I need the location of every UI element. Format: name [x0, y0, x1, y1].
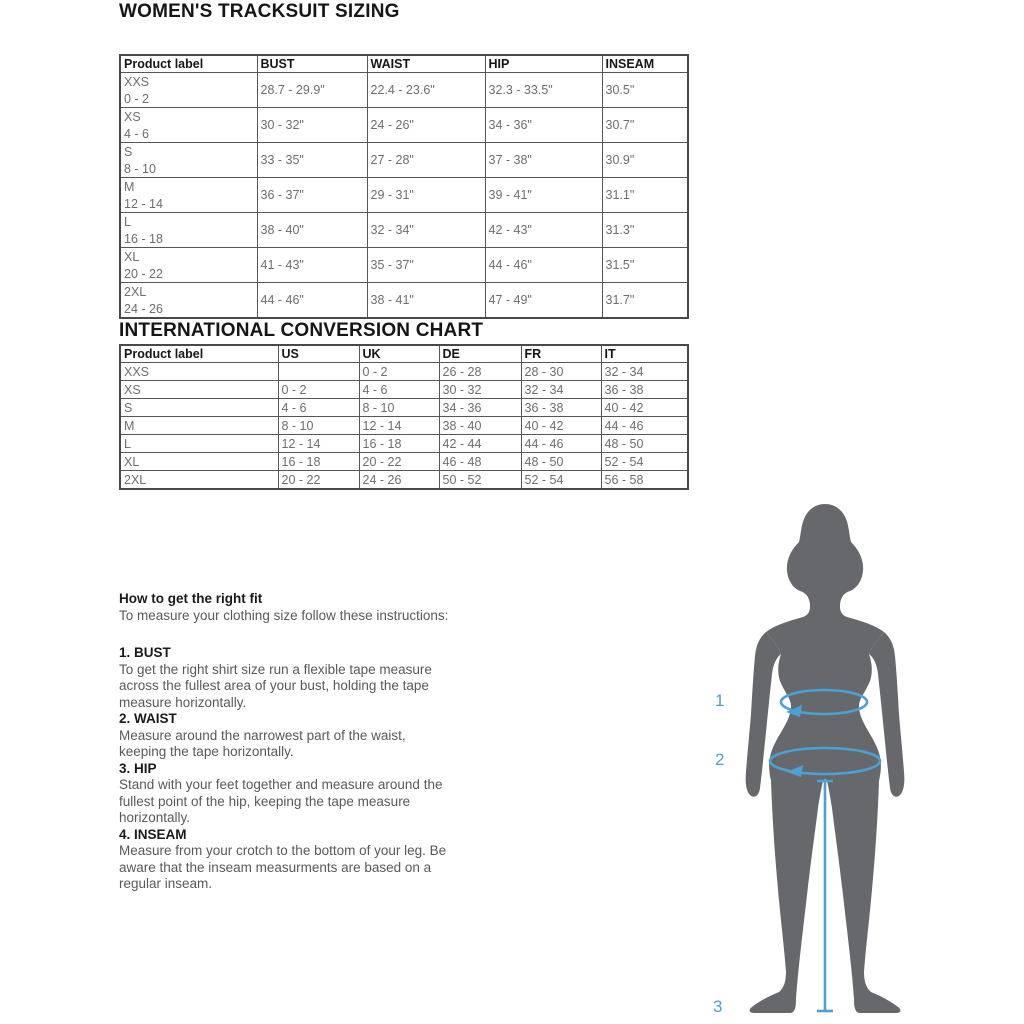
value-cell: 30.7"	[602, 108, 688, 143]
measurement-figure	[713, 500, 915, 1020]
value-cell: 4 - 6	[359, 381, 439, 399]
table-row	[120, 417, 688, 435]
value-cell: 39 - 41"	[485, 178, 602, 213]
column-header: BUST	[257, 55, 367, 73]
value-cell: 38 - 40	[439, 417, 521, 435]
value-cell: 30 - 32	[439, 381, 521, 399]
female-silhouette-figure	[735, 500, 915, 1020]
value-cell: 31.3"	[602, 213, 688, 248]
measure-marker-2: 2	[715, 750, 725, 769]
size-label-cell: 2XL 24 - 26	[120, 283, 257, 319]
value-cell: 56 - 58	[601, 471, 688, 490]
size-label-cell: XL	[120, 453, 278, 471]
step-title: 1. BUST	[119, 645, 171, 660]
value-cell: 32 - 34"	[367, 213, 485, 248]
column-header: INSEAM	[602, 55, 688, 73]
column-header: US	[278, 345, 359, 363]
value-cell: 40 - 42	[601, 399, 688, 417]
value-cell: 20 - 22	[278, 471, 359, 490]
value-cell: 46 - 48	[439, 453, 521, 471]
value-cell: 31.1"	[602, 178, 688, 213]
table-header-row	[120, 345, 688, 363]
step-text: Stand with your feet together and measure around the fullest point of the hip, keeping the tape measure horizontally.	[119, 777, 443, 825]
value-cell: 30.9"	[602, 143, 688, 178]
size-label-cell: L	[120, 435, 278, 453]
instruction-step	[119, 645, 451, 711]
value-cell: 42 - 43"	[485, 213, 602, 248]
value-cell: 38 - 41"	[367, 283, 485, 319]
value-cell: 26 - 28	[439, 363, 521, 381]
value-cell: 8 - 10	[278, 417, 359, 435]
table-row	[120, 399, 688, 417]
table-row	[120, 453, 688, 471]
value-cell: 16 - 18	[359, 435, 439, 453]
value-cell: 44 - 46	[521, 435, 601, 453]
size-label-cell: XS	[120, 381, 278, 399]
value-cell: 41 - 43"	[257, 248, 367, 283]
value-cell: 48 - 50	[601, 435, 688, 453]
value-cell: 30.5"	[602, 73, 688, 108]
value-cell: 4 - 6	[278, 399, 359, 417]
table-row	[120, 178, 688, 213]
value-cell: 28.7 - 29.9"	[257, 73, 367, 108]
value-cell: 42 - 44	[439, 435, 521, 453]
instruction-step	[119, 827, 451, 893]
step-text: Measure from your crotch to the bottom of your leg. Be aware that the inseam measurments are based on a regular inseam.	[119, 843, 447, 891]
step-text: Measure around the narrowest part of the waist, keeping the tape horizontally.	[119, 727, 406, 759]
value-cell: 30 - 32"	[257, 108, 367, 143]
sizing-table	[119, 54, 689, 319]
table-row	[120, 73, 688, 108]
value-cell: 44 - 46	[601, 417, 688, 435]
column-header: HIP	[485, 55, 602, 73]
size-label-cell: S	[120, 399, 278, 417]
column-header: DE	[439, 345, 521, 363]
instructions-intro: To measure your clothing size follow these instructions:	[119, 607, 449, 623]
value-cell: 27 - 28"	[367, 143, 485, 178]
value-cell: 12 - 14	[359, 417, 439, 435]
value-cell: 52 - 54	[521, 471, 601, 490]
table-row	[120, 248, 688, 283]
value-cell: 44 - 46"	[257, 283, 367, 319]
size-label-cell: 2XL	[120, 471, 278, 490]
table-row	[120, 143, 688, 178]
value-cell: 35 - 37"	[367, 248, 485, 283]
size-label-cell: XXS 0 - 2	[120, 73, 257, 108]
value-cell: 48 - 50	[521, 453, 601, 471]
value-cell: 12 - 14	[278, 435, 359, 453]
size-label-cell: S 8 - 10	[120, 143, 257, 178]
table-row	[120, 435, 688, 453]
value-cell: 47 - 49"	[485, 283, 602, 319]
value-cell: 32.3 - 33.5"	[485, 73, 602, 108]
value-cell: 33 - 35"	[257, 143, 367, 178]
step-title: 2. WAIST	[119, 711, 177, 726]
value-cell: 22.4 - 23.6"	[367, 73, 485, 108]
value-cell: 0 - 2	[278, 381, 359, 399]
instruction-step	[119, 711, 451, 761]
value-cell: 34 - 36	[439, 399, 521, 417]
value-cell	[278, 363, 359, 381]
column-header: FR	[521, 345, 601, 363]
table-row	[120, 283, 688, 319]
value-cell: 40 - 42	[521, 417, 601, 435]
conversion-table	[119, 344, 689, 490]
size-label-cell: L 16 - 18	[120, 213, 257, 248]
instructions-heading: How to get the right fit	[119, 591, 263, 606]
column-header: Product label	[120, 345, 278, 363]
table-row	[120, 213, 688, 248]
page-title: WOMEN'S TRACKSUIT SIZING	[119, 1, 400, 22]
table-row	[120, 108, 688, 143]
instruction-step	[119, 761, 451, 827]
size-label-cell: M 12 - 14	[120, 178, 257, 213]
measure-marker-1: 1	[715, 691, 725, 710]
value-cell: 34 - 36"	[485, 108, 602, 143]
value-cell: 20 - 22	[359, 453, 439, 471]
conversion-chart-title: INTERNATIONAL CONVERSION CHART	[119, 320, 484, 341]
value-cell: 32 - 34	[521, 381, 601, 399]
column-header: IT	[601, 345, 688, 363]
step-title: 4. INSEAM	[119, 826, 187, 842]
value-cell: 16 - 18	[278, 453, 359, 471]
value-cell: 52 - 54	[601, 453, 688, 471]
column-header: Product label	[120, 55, 257, 73]
value-cell: 32 - 34	[601, 363, 688, 381]
instructions-steps	[119, 645, 451, 893]
value-cell: 44 - 46"	[485, 248, 602, 283]
size-label-cell: M	[120, 417, 278, 435]
value-cell: 0 - 2	[359, 363, 439, 381]
value-cell: 24 - 26"	[367, 108, 485, 143]
value-cell: 36 - 38	[601, 381, 688, 399]
value-cell: 38 - 40"	[257, 213, 367, 248]
value-cell: 31.5"	[602, 248, 688, 283]
column-header: UK	[359, 345, 439, 363]
step-text: To get the right shirt size run a flexible tape measure across the fullest area of your bust, holding the tape measure horizontally.	[119, 661, 432, 710]
value-cell: 29 - 31"	[367, 178, 485, 213]
table-row	[120, 363, 688, 381]
value-cell: 36 - 38	[521, 399, 601, 417]
value-cell: 8 - 10	[359, 399, 439, 417]
step-title: 3. HIP	[119, 760, 157, 776]
table-row	[120, 471, 688, 490]
value-cell: 31.7"	[602, 283, 688, 319]
size-label-cell: XS 4 - 6	[120, 108, 257, 143]
table-header-row	[120, 55, 688, 73]
value-cell: 24 - 26	[359, 471, 439, 490]
table-row	[120, 381, 688, 399]
fit-instructions	[119, 591, 451, 893]
value-cell: 36 - 37"	[257, 178, 367, 213]
size-label-cell: XL 20 - 22	[120, 248, 257, 283]
column-header: WAIST	[367, 55, 485, 73]
value-cell: 50 - 52	[439, 471, 521, 490]
value-cell: 37 - 38"	[485, 143, 602, 178]
measure-marker-3: 3	[713, 997, 723, 1016]
size-label-cell: XXS	[120, 363, 278, 381]
value-cell: 28 - 30	[521, 363, 601, 381]
